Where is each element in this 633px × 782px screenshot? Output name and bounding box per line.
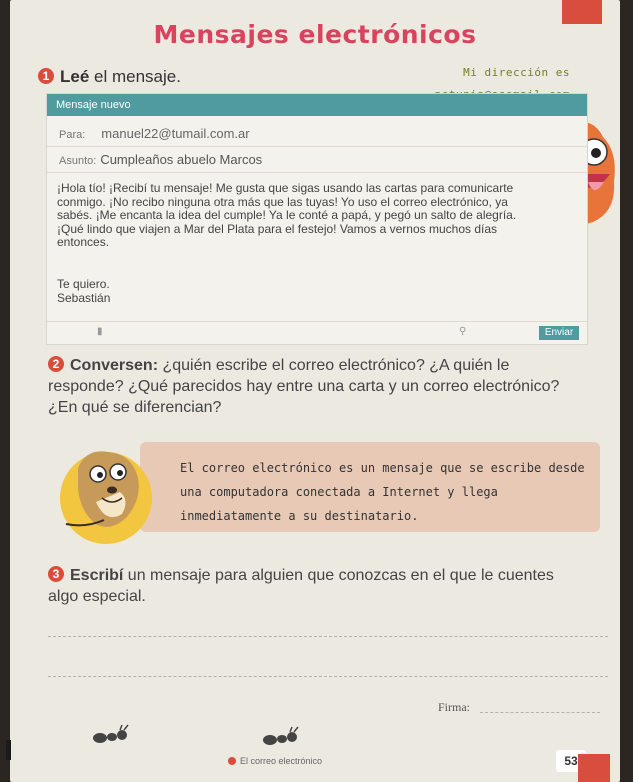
email-header: Mensaje nuevo: [47, 94, 587, 116]
exercise-number: 2: [48, 356, 64, 372]
bookmark-ribbon: [6, 740, 11, 760]
email-signature-block: [57, 277, 110, 305]
attach-icon[interactable]: ▮: [97, 326, 103, 337]
signature-line[interactable]: [480, 712, 600, 713]
exercise-text: el mensaje.: [89, 67, 181, 86]
to-label: Para:: [59, 129, 86, 141]
email-closing: Te quiero.: [57, 277, 110, 291]
subject-field[interactable]: Cumpleaños abuelo Marcos: [100, 152, 263, 167]
page-title: Mensajes electrónicos: [153, 20, 477, 49]
email-toolbar: [47, 321, 587, 344]
exercise-verb: Leé: [60, 67, 90, 86]
send-button[interactable]: Enviar: [539, 326, 579, 340]
exercise-number: 3: [48, 566, 64, 582]
speech-line-1: Mi dirección es: [463, 66, 570, 79]
definition-text: El correo electrónico es un mensaje que se escribe desde una computadora conectada a Internet y llega inmediatamente a su destinatario.: [180, 461, 585, 523]
textbook-page: [10, 0, 620, 782]
ferret-illustration: [46, 428, 166, 548]
footer-text: El correo electrónico: [240, 756, 323, 766]
page-number: 53: [556, 750, 586, 772]
bullet-icon: [228, 757, 236, 765]
exercise-2: [48, 355, 578, 418]
location-icon[interactable]: ⚲: [459, 326, 467, 337]
exercise-3: [48, 565, 578, 607]
footer-section-label: [228, 756, 322, 766]
signature-label: Firma:: [438, 700, 470, 714]
ant-icon: [90, 724, 134, 746]
ant-icon: [260, 726, 304, 748]
writing-line[interactable]: [48, 636, 608, 637]
email-subject-row: [59, 152, 262, 167]
email-window: [46, 93, 588, 345]
subject-label: Asunto:: [59, 155, 97, 167]
corner-tab-bottom: [578, 754, 610, 782]
exercise-text: ¿quién escribe el correo electrónico? ¿A quién le responde? ¿Qué parecidos hay entre una carta y un correo electrónico? ¿En qué se diferencian?: [48, 357, 560, 416]
email-signature: Sebastián: [57, 291, 111, 305]
divider: [47, 146, 587, 147]
exercise-verb: Conversen:: [70, 357, 159, 374]
exercise-1: [38, 67, 181, 87]
email-to-row: [59, 126, 250, 141]
divider: [47, 172, 587, 173]
writing-line[interactable]: [48, 676, 608, 677]
exercise-verb: Escribí: [70, 567, 124, 584]
definition-box: [140, 442, 600, 532]
to-field[interactable]: manuel22@tumail.com.ar: [101, 126, 250, 141]
exercise-number: 1: [38, 68, 54, 84]
exercise-text: un mensaje para alguien que conozcas en el que le cuentes algo especial.: [48, 567, 554, 605]
email-body[interactable]: ¡Hola tío! ¡Recibí tu mensaje! Me gusta que sigas usando las cartas para comunicarte conmigo. ¡No recibo ninguna otra más que las tuyas! Yo uso el correo electrónico, ya sabés. ¡Me encanta la idea del cumple! Ya le conté a papá, y pegó un salto de alegría. ¡Qué lindo que viajen a Mar del Plata para el festejo! Vamos a vernos muchos días entonces.: [57, 181, 517, 249]
